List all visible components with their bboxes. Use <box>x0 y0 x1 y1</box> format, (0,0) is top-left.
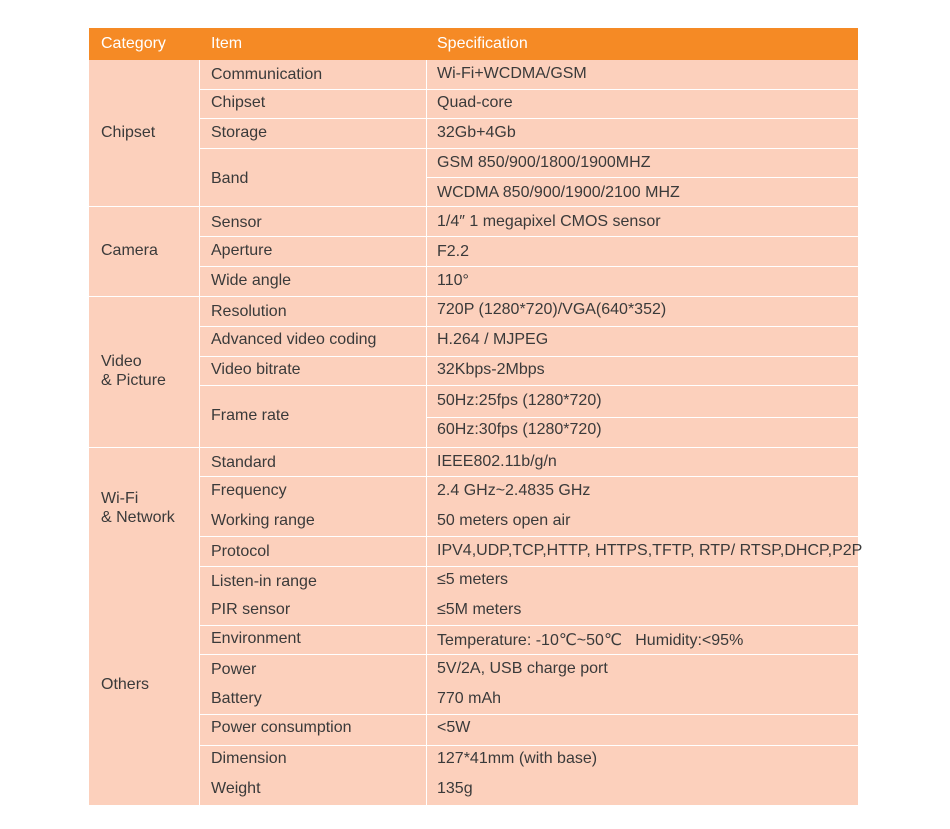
item-label: Listen-in range <box>211 573 317 590</box>
item-label: Working range <box>211 512 315 529</box>
category-label: Others <box>101 676 150 693</box>
row-divider <box>199 118 858 119</box>
item-label: Dimension <box>211 750 287 767</box>
item-label: Standard <box>211 454 276 471</box>
item-label: Storage <box>211 124 268 141</box>
spec-value: H.264 / MJPEG <box>437 331 549 348</box>
item-label: PIR sensor <box>211 601 291 618</box>
spec-value: IPV4,UDP,TCP,HTTP, HTTPS,TFTP, RTP/ RTSP,DHCP,P2P <box>437 542 863 559</box>
spec-value: 720P (1280*720)/VGA(640*352) <box>437 301 667 318</box>
row-divider <box>199 385 858 386</box>
spec-value: 770 mAh <box>437 690 502 707</box>
spec-value: ≤5M meters <box>437 601 522 618</box>
row-divider <box>199 89 858 90</box>
item-label: Weight <box>211 780 261 797</box>
row-divider <box>199 714 858 715</box>
spec-value: 50Hz:25fps (1280*720) <box>437 392 602 409</box>
item-label: Power <box>211 661 257 678</box>
row-divider <box>199 356 858 357</box>
header-item: Item <box>211 35 243 52</box>
row-divider <box>199 536 858 537</box>
item-label: Resolution <box>211 303 287 320</box>
item-label: Advanced video coding <box>211 331 377 348</box>
row-divider <box>199 476 858 477</box>
item-label: Frame rate <box>211 407 290 424</box>
spec-value: 5V/2A, USB charge port <box>437 660 608 677</box>
item-label: Sensor <box>211 214 262 231</box>
row-divider <box>199 148 858 149</box>
item-label: Wide angle <box>211 272 292 289</box>
spec-value: <5W <box>437 719 471 736</box>
item-label: Chipset <box>211 94 266 111</box>
row-divider <box>426 177 858 178</box>
row-divider <box>89 296 858 297</box>
header-category: Category <box>101 35 166 52</box>
spec-value: F2.2 <box>437 243 470 260</box>
spec-value: Temperature: -10℃~50℃ Humidity:<95% <box>437 632 744 649</box>
item-label: Band <box>211 170 249 187</box>
item-label: Aperture <box>211 242 273 259</box>
spec-value: ≤5 meters <box>437 571 509 588</box>
spec-value: Wi-Fi+WCDMA/GSM <box>437 65 587 82</box>
item-label: Battery <box>211 690 262 707</box>
spec-value: GSM 850/900/1800/1900MHZ <box>437 154 651 171</box>
category-label: Video & Picture <box>101 353 166 389</box>
row-divider <box>199 236 858 237</box>
spec-value: 1/4″ 1 megapixel CMOS sensor <box>437 213 661 230</box>
column-divider <box>199 60 200 805</box>
item-label: Frequency <box>211 482 287 499</box>
row-divider <box>199 654 858 655</box>
spec-value: IEEE802.11b/g/n <box>437 453 557 470</box>
row-divider <box>199 745 858 746</box>
item-label: Environment <box>211 630 301 647</box>
spec-value: 50 meters open air <box>437 512 571 529</box>
row-divider <box>199 326 858 327</box>
item-label: Protocol <box>211 543 270 560</box>
row-divider <box>89 206 858 207</box>
header-specification: Specification <box>437 35 528 52</box>
row-divider <box>199 625 858 626</box>
column-divider <box>426 60 427 805</box>
spec-value: 32Gb+4Gb <box>437 124 516 141</box>
item-label: Communication <box>211 66 323 83</box>
item-label: Video bitrate <box>211 361 301 378</box>
spec-value: 2.4 GHz~2.4835 GHz <box>437 482 591 499</box>
spec-table <box>89 28 863 805</box>
table-header <box>89 28 858 60</box>
spec-value: Quad-core <box>437 94 513 111</box>
category-label: Wi-Fi & Network <box>101 490 175 526</box>
spec-value: 32Kbps-2Mbps <box>437 361 545 378</box>
row-divider <box>199 566 858 567</box>
item-label: Power consumption <box>211 719 352 736</box>
row-divider <box>426 417 858 418</box>
spec-value: 127*41mm (with base) <box>437 750 598 767</box>
spec-value: WCDMA 850/900/1900/2100 MHZ <box>437 184 680 201</box>
category-label: Camera <box>101 242 158 259</box>
row-divider <box>89 447 858 448</box>
spec-value: 60Hz:30fps (1280*720) <box>437 421 602 438</box>
spec-value: 110° <box>437 272 469 289</box>
category-label: Chipset <box>101 124 156 141</box>
spec-value: 135g <box>437 780 473 797</box>
row-divider <box>199 266 858 267</box>
